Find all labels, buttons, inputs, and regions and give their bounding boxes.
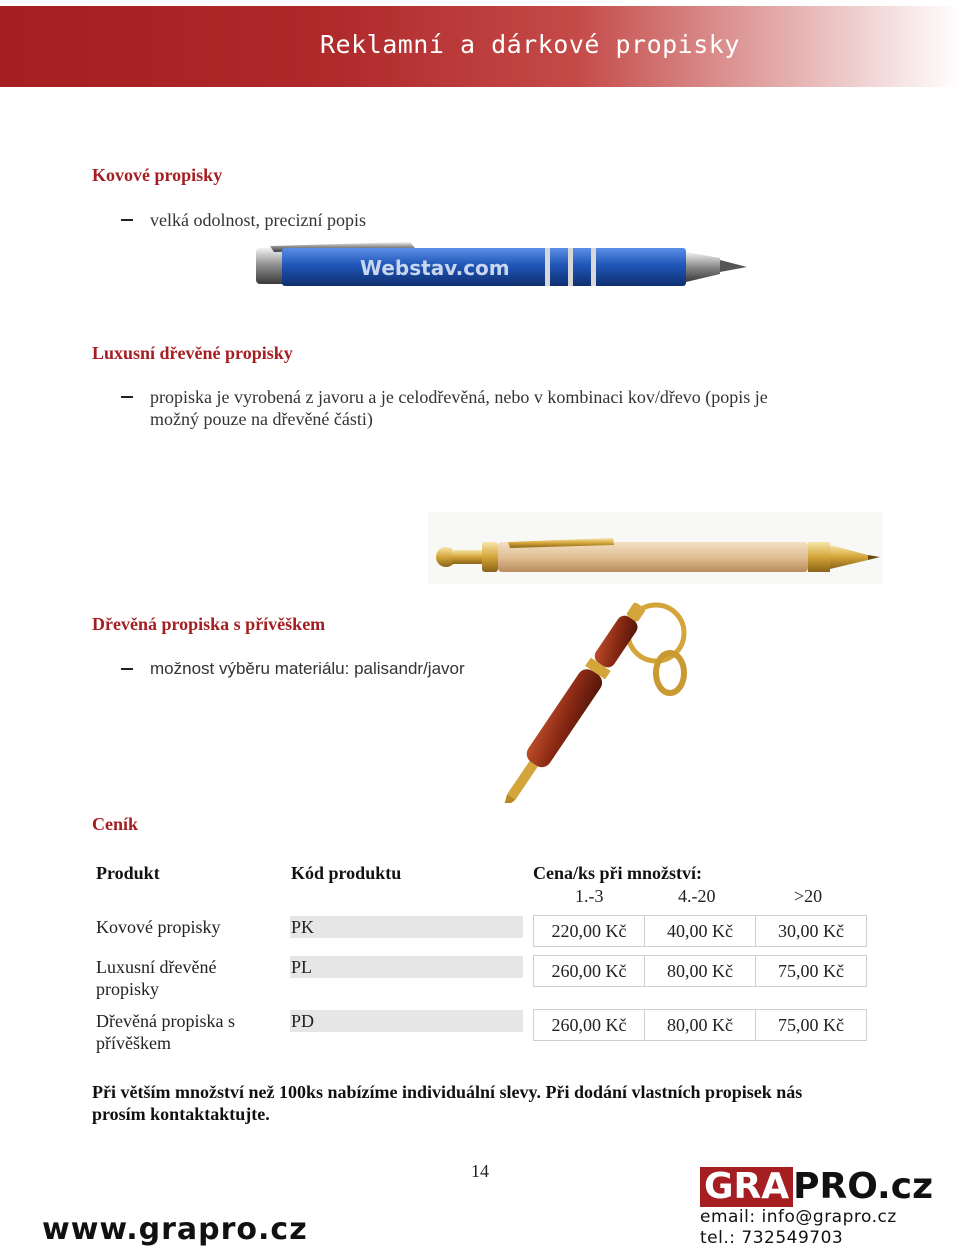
section-heading-metal: Kovové propisky	[92, 165, 223, 185]
row-code: PD	[291, 1011, 315, 1031]
row-product-line2: propisky	[96, 979, 159, 999]
price-box	[533, 955, 867, 987]
price-tier1: 260,00 Kč	[534, 1010, 645, 1040]
grapro-logo	[700, 1167, 933, 1207]
price-tier2: 40,00 Kč	[645, 916, 756, 946]
price-tier1: 220,00 Kč	[534, 916, 645, 946]
bullet-dash	[121, 219, 133, 221]
keychain-pen-image	[478, 598, 708, 803]
col-header-product: Produkt	[96, 863, 160, 883]
row-product: Kovové propisky	[96, 917, 221, 937]
row-product-line1: Luxusní dřevěné	[96, 957, 217, 977]
footer-website-link[interactable]: www.grapro.cz	[42, 1212, 308, 1247]
pricelist-heading: Ceník	[92, 814, 139, 834]
price-tier3: 30,00 Kč	[778, 921, 844, 941]
col-header-price: Cena/ks při množství:	[533, 863, 703, 883]
row-code: PK	[291, 917, 315, 937]
row-product-line2: přívěškem	[96, 1033, 171, 1053]
bullet-text-line1: propiska je vyrobená z javoru a je celodřevěná, nebo v kombinaci kov/dřevo (popis je	[150, 387, 768, 407]
price-tier3: 75,00 Kč	[778, 1015, 844, 1035]
footer-email: email: info@grapro.cz	[700, 1207, 897, 1227]
price-tier2: 80,00 Kč	[645, 1010, 756, 1040]
tier-label-1: 1.-3	[575, 886, 604, 906]
row-product-line1: Dřevěná propiska s	[96, 1011, 235, 1031]
price-tier2: 80,00 Kč	[645, 956, 756, 986]
section-heading-keychain: Dřevěná propiska s přívěškem	[92, 614, 326, 634]
row-code: PL	[291, 957, 313, 977]
bullet-dash	[121, 396, 133, 398]
tier-label-3: >20	[794, 886, 823, 906]
logo-part-pro: PRO.cz	[793, 1166, 934, 1207]
code-cell	[290, 1010, 523, 1032]
price-tier3: 75,00 Kč	[778, 961, 844, 981]
bullet-dash	[121, 668, 133, 670]
discount-note-line2: prosím kontaktaktujte.	[92, 1104, 270, 1124]
bullet-text: možnost výběru materiálu: palisandr/javor	[150, 659, 465, 678]
page-title: Reklamní a dárkové propisky	[320, 30, 740, 59]
discount-note-line1: Při větším množství než 100ks nabízíme individuální slevy. Při dodání vlastních propisek nás	[92, 1082, 803, 1102]
page-number: 14	[471, 1161, 489, 1181]
price-box	[533, 1009, 867, 1041]
code-cell	[290, 956, 523, 978]
price-tier1: 260,00 Kč	[534, 956, 645, 986]
bullet-text-line2: možný pouze na dřevěné části)	[150, 409, 373, 429]
col-header-code: Kód produktu	[291, 863, 402, 883]
wooden-pen-image	[428, 512, 883, 584]
section-heading-wooden: Luxusní dřevěné propisky	[92, 343, 293, 363]
price-box	[533, 915, 867, 947]
footer-phone: tel.: 732549703	[700, 1228, 844, 1248]
bullet-text: velká odolnost, precizní popis	[150, 210, 366, 230]
logo-part-gra: GRA	[700, 1167, 793, 1207]
tier-label-2: 4.-20	[678, 886, 716, 906]
pen-imprint-text: Webstav.com	[360, 256, 510, 280]
code-cell	[290, 916, 523, 938]
metal-pen-image	[250, 238, 750, 290]
